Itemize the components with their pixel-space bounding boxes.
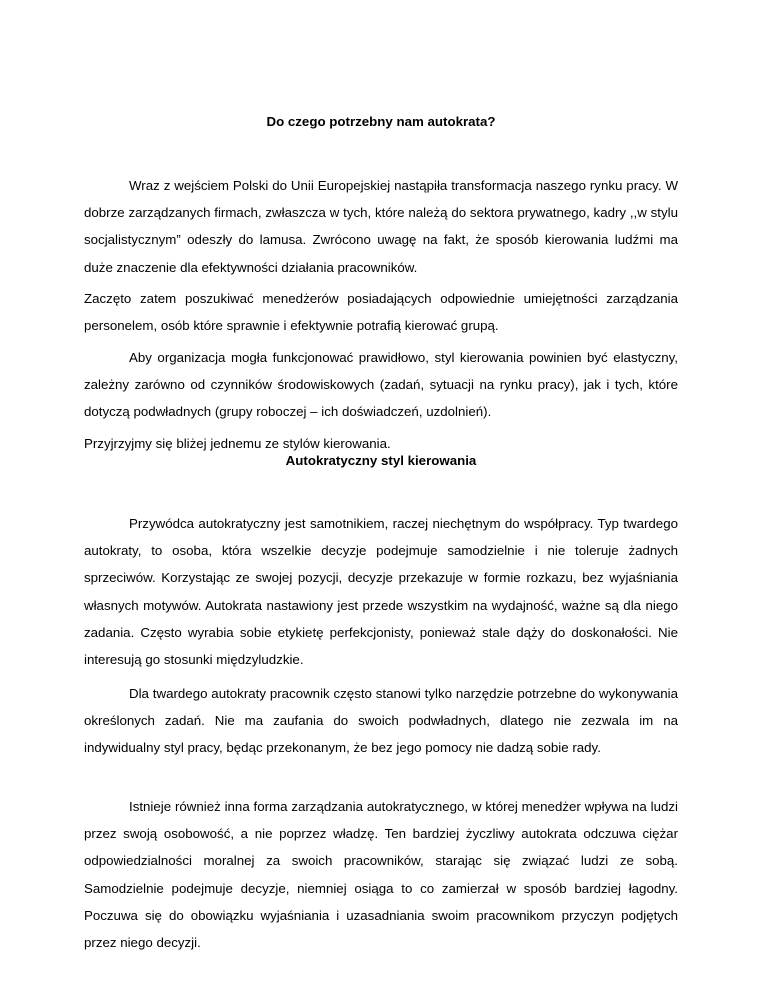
section-heading: Autokratyczny styl kierowania xyxy=(285,453,477,468)
intro-paragraph-2: Zaczęto zatem poszukiwać menedżerów posiadających odpowiednie umiejętności zarządzania personelem, osób które sprawnie i efektywnie potrafią kierować grupą. xyxy=(84,291,678,334)
intro-paragraph-4: Przyjrzyjmy się bliżej jednemu ze stylów kierowania. xyxy=(84,436,391,451)
section-paragraph-3: Istnieje również inna forma zarządzania autokratycznego, w której menedżer wpływa na ludzi przez swoją osobowość, a nie poprzez władzę. Ten bardziej życzliwy autokrata odczuwa ciężar odpowiedzialności moralnej za swoich pracowników, starając się związać ludzi ze sobą. Samodzielnie podejmuje decyzje, niemniej osiąga to co zamierzał w sposób bardziej łagodny. Poczuwa się do obowiązku wyjaśniania i uzasadniania swoim pracownikom przyczyn podjętych przez niego decyzji. xyxy=(84,799,678,951)
section-paragraph-2: Dla twardego autokraty pracownik często stanowi tylko narzędzie potrzebne do wykonywania określonych zadań. Nie ma zaufania do swoich podwładnych, dlatego nie zezwala im na indywidualny styl pracy, będąc przekonanym, że bez jego pomocy nie dadzą sobie rady. xyxy=(84,686,678,756)
document-title: Do czego potrzebny nam autokrata? xyxy=(266,114,496,129)
intro-paragraph-1: Wraz z wejściem Polski do Unii Europejskiej nastąpiła transformacja naszego rynku pracy. W dobrze zarządzanych firmach, zwłaszcza w tych, które należą do sektora prywatnego, kadry ,,w stylu socjalistycznym” odeszły do lamusa. Zwrócono uwagę na fakt, że sposób kierowania ludźmi ma duże znaczenie dla efektywności działania pracowników. xyxy=(84,178,678,275)
section-paragraph-1: Przywódca autokratyczny jest samotnikiem, raczej niechętnym do współpracy. Typ twardego autokraty, to osoba, która wszelkie decyzje podejmuje samodzielnie i nie toleruje żadnych sprzeciwów. Korzystając ze swojej pozycji, decyzje przekazuje w formie rozkazu, bez wyjaśniania własnych motywów. Autokrata nastawiony jest przede wszystkim na wydajność, ważne są dla niego zadania. Często wyrabia sobie etykietę perfekcjonisty, ponieważ stale dąży do doskonałości. Nie interesują go stosunki międzyludzkie. xyxy=(84,516,678,668)
intro-paragraph-3: Aby organizacja mogła funkcjonować prawidłowo, styl kierowania powinien być elastyczny, zależny zarówno od czynników środowiskowych (zadań, sytuacji na rynku pracy), jak i tych, które dotyczą podwładnych (grupy roboczej – ich doświadczeń, uzdolnień). xyxy=(84,350,678,420)
